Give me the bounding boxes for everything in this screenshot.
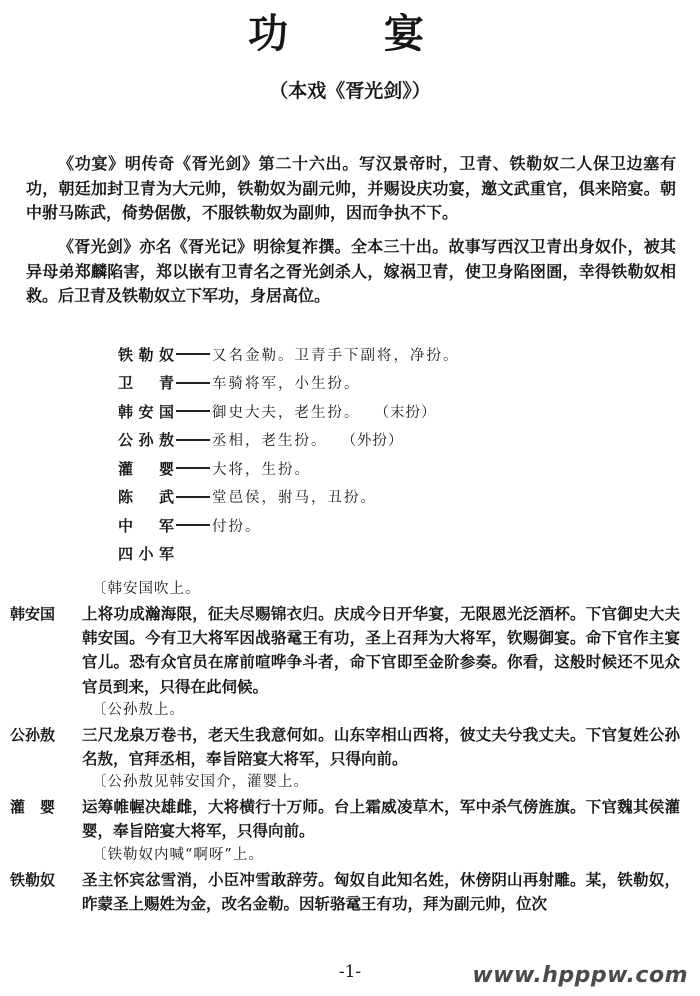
speech-text: 圣主怀宾忿雪消，小臣冲雪敢辞劳。匈奴自此知名姓，休傍阴山再射雕。某，铁勒奴，昨蒙圣上赐姓为金，改名金勒。因斩骆鼋王有功，拜为副元帅，位次 bbox=[82, 869, 680, 913]
cast-desc: 又名金勒。卫青手下副将，净扮。 bbox=[212, 347, 460, 364]
page-number: -1- bbox=[338, 962, 362, 982]
cast-desc: 车骑将军，小生扮。 bbox=[212, 376, 361, 393]
cast-list bbox=[118, 340, 638, 568]
cast-name: 卫 青 bbox=[118, 374, 174, 393]
cast-name: 四小军 bbox=[118, 545, 174, 564]
intro-text: 《胥光剑》亦名《胥光记》明徐复祚撰。全本三十出。故事写西汉卫青出身奴仆，被其异母弟郑麟陷害，郑以嵌有卫青名之胥光剑杀人，嫁祸卫青，使卫身陷囹圄，幸得铁勒奴相救。后卫青及铁勒奴立下军功，身居高位。 bbox=[26, 237, 676, 305]
cast-dash bbox=[176, 496, 210, 498]
cast-desc: 御史大夫，老生扮。 bbox=[212, 404, 361, 421]
cast-dash bbox=[176, 524, 210, 526]
speech-text: 三尺龙泉万卷书，老天生我意何如。山东宰相山西将，彼丈夫兮我丈夫。下官复姓公孙名敖，官拜丞相，奉旨陪宴大将军，只得向前。 bbox=[82, 724, 680, 769]
intro-paragraph-2 bbox=[26, 235, 676, 309]
cast-entry bbox=[118, 369, 638, 398]
cast-entry bbox=[118, 426, 638, 455]
cast-entry bbox=[118, 511, 638, 540]
play-title: 功 宴 bbox=[248, 11, 452, 57]
watermark: www.hpppw.com bbox=[472, 963, 688, 988]
cast-name: 中 军 bbox=[118, 516, 174, 535]
cast-note: （外扮） bbox=[341, 433, 404, 450]
cast-note: （末扮） bbox=[374, 404, 437, 421]
stage-direction: 〔公孙敖见韩安国介，灌婴上。 bbox=[92, 774, 309, 791]
dialogue-line bbox=[0, 723, 700, 771]
cast-entry bbox=[118, 397, 638, 426]
cast-dash bbox=[176, 382, 210, 384]
cast-entry bbox=[118, 454, 638, 483]
speaker-name: 公孙敖 bbox=[10, 725, 56, 744]
speaker-name: 灌 婴 bbox=[10, 798, 56, 817]
speech-text: 上将功成瀚海限，征夫尽赐锦衣归。庆成今日开华宴，无限恩光泛酒杯。下官御史大夫韩安国。今有卫大将军因战骆鼋王有功，圣上召拜为大将军，钦赐御宴。命下官作主宴官儿。恐有众官员在席前喧哗争斗者，命下官即至金阶参奏。你看，这般时候还不见众官员到来，只得在此伺候。 bbox=[82, 604, 680, 696]
cast-name: 灌 婴 bbox=[118, 459, 174, 478]
cast-name: 铁勒奴 bbox=[118, 345, 174, 364]
cast-dash bbox=[176, 410, 210, 412]
play-subtitle: （本戏《胥光剑》） bbox=[269, 80, 431, 102]
cast-entry bbox=[118, 340, 638, 369]
cast-name: 公孙敖 bbox=[118, 431, 174, 450]
cast-dash bbox=[176, 353, 210, 355]
stage-direction: 〔铁勒奴内喊“啊呀”上。 bbox=[92, 846, 264, 863]
cast-desc: 丞相，老生扮。 bbox=[212, 433, 328, 450]
cast-entry bbox=[118, 483, 638, 512]
intro-paragraph-1 bbox=[26, 152, 676, 226]
cast-name: 陈 武 bbox=[118, 488, 174, 507]
speaker-name: 韩安国 bbox=[10, 605, 56, 623]
dialogue-line bbox=[0, 795, 700, 843]
script-body bbox=[0, 578, 700, 916]
cast-entry bbox=[118, 540, 638, 569]
stage-direction: 〔韩安国吹上。 bbox=[92, 581, 201, 597]
cast-name: 韩安国 bbox=[118, 402, 174, 421]
stage-direction: 〔公孙敖上。 bbox=[92, 701, 185, 718]
dialogue-line bbox=[0, 602, 700, 699]
speaker-name: 铁勒奴 bbox=[10, 870, 56, 889]
cast-dash bbox=[176, 467, 210, 469]
cast-dash bbox=[176, 439, 210, 441]
cast-desc: 付扮。 bbox=[212, 518, 262, 535]
cast-desc: 堂邑侯，驸马，丑扮。 bbox=[212, 490, 377, 507]
dialogue-line bbox=[0, 868, 700, 916]
speech-text: 运筹帷幄决雄雌，大将横行十万师。台上霜威凌草木，军中杀气傍旌旗。下官魏其侯灌婴，奉旨陪宴大将军，只得向前。 bbox=[82, 797, 680, 841]
intro-text: 《功宴》明传奇《胥光剑》第二十六出。写汉景帝时，卫青、铁勒奴二人保卫边塞有功，朝廷加封卫青为大元帅，铁勒奴为副元帅，并赐设庆功宴，邀文武重官，俱来陪宴。朝中驸马陈武，倚势倨傲，不服铁勒奴为副帅，因而争执不下。 bbox=[26, 154, 676, 222]
cast-desc: 大将，生扮。 bbox=[212, 461, 311, 478]
